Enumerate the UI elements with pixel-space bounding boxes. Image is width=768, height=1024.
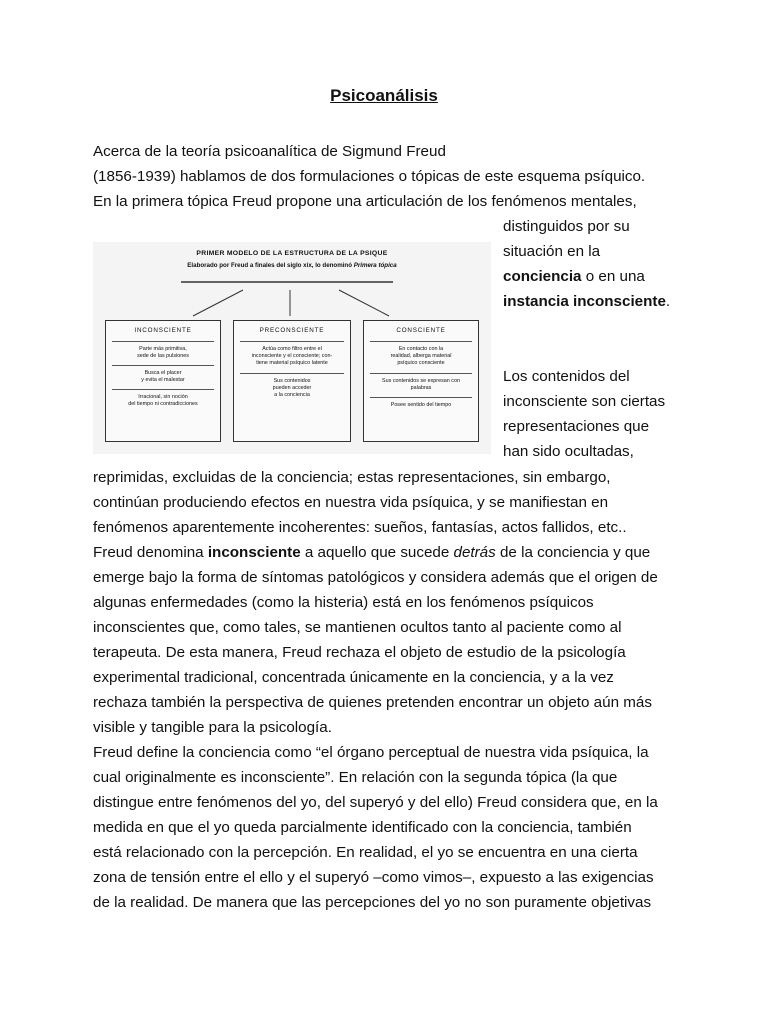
- box-inconsciente-header: INCONSCIENTE: [134, 327, 192, 334]
- side-line-1: distinguidos por su: [503, 218, 630, 235]
- side-line-6: inconsciente son ciertas: [503, 393, 666, 410]
- body-line-5: emerge bajo la forma de síntomas patológicos y considera además que el origen de: [93, 569, 658, 586]
- bold-term-instancia-inconsciente: instancia inconsciente: [503, 293, 666, 310]
- body-line-11: visible y tangible para la psicología.: [93, 719, 332, 736]
- box-inconsciente-text-3: Irracional, sin noción del tiempo ni contradicciones: [128, 394, 198, 407]
- body-line-15: medida en que el yo queda parcialmente identificado con la conciencia, también: [93, 819, 632, 836]
- side-line-4-rest: .: [665, 293, 671, 310]
- body-line-8: terapeuta. De esta manera, Freud rechaza el objeto de estudio de la psicología: [93, 644, 626, 661]
- side-line-3-rest: o en una: [581, 268, 645, 285]
- box-consciente-header: CONSCIENTE: [396, 327, 446, 334]
- box-preconsciente-text-2: Sus contenidos pueden acceder a la conciencia: [272, 378, 312, 398]
- body-line-4-a: Freud denomina: [93, 544, 208, 561]
- box-consciente-text-2: Sus contenidos se expresan con palabras: [382, 378, 460, 391]
- intro-line-2: (1856-1939) hablamos de dos formulaciones o tópicas de este esquema psíquico.: [93, 168, 646, 185]
- side-line-3: [503, 264, 645, 289]
- intro-line-3: En la primera tópica Freud propone una articulación de los fenómenos mentales,: [93, 193, 637, 210]
- body-line-4-c: a aquello que sucede: [300, 544, 454, 561]
- side-line-8: han sido ocultadas,: [503, 443, 634, 460]
- divider: [370, 373, 472, 374]
- figure-title: PRIMER MODELO DE LA ESTRUCTURA DE LA PSIQUE: [196, 250, 388, 257]
- box-consciente-text-3: Posee sentido del tiempo: [390, 402, 452, 408]
- body-line-4-e: de la conciencia y que: [495, 544, 651, 561]
- divider: [112, 341, 214, 342]
- box-consciente: [363, 320, 479, 442]
- body-line-9: experimental tradicional, concentrada únicamente en la conciencia, y a la vez: [93, 669, 614, 686]
- body-line-18: de la realidad. De manera que las percepciones del yo no son puramente objetivas: [93, 894, 652, 911]
- body-line-3: fenómenos aparentemente incoherentes: sueños, fantasías, actos fallidos, etc..: [93, 519, 627, 536]
- box-preconsciente-text-1: Actúa como filtro entre el inconsciente y el consciente; con- tiene material psíquico latente: [251, 346, 333, 366]
- body-line-16: está relacionado con la percepción. En realidad, el yo se encuentra en una cierta: [93, 844, 638, 861]
- body-line-10: rechaza también la perspectiva de quienes pretenden encontrar un objeto aún más: [93, 694, 652, 711]
- box-preconsciente-header: PRECONSCIENTE: [259, 327, 325, 334]
- body-line-14: distingue entre fenómenos del yo, del superyó y del ello) Freud considera que, en la: [93, 794, 658, 811]
- italic-term-detras: detrás: [453, 544, 496, 561]
- box-inconsciente-text-2: Busca el placer y evita el malestar: [141, 370, 185, 383]
- psyche-structure-figure: [93, 242, 491, 454]
- box-inconsciente: [105, 320, 221, 442]
- body-line-6: algunas enfermedades (como la histeria) está en los fenómenos psíquicos: [93, 594, 594, 611]
- divider: [112, 389, 214, 390]
- box-consciente-text-1: En contacto con la realidad, alberga material psíquico consciente: [390, 346, 452, 366]
- divider: [370, 397, 472, 398]
- divider: [240, 341, 344, 342]
- divider: [240, 373, 344, 374]
- side-line-7: representaciones que: [503, 418, 650, 435]
- body-line-2: continúan produciendo efectos en nuestra vida psíquica, y se manifiestan en: [93, 494, 609, 511]
- body-line-17: zona de tensión entre el ello y el superyó –como vimos–, expuesto a las exigencias: [93, 869, 654, 886]
- body-line-1: reprimidas, excluidas de la conciencia; estas representaciones, sin embargo,: [93, 469, 611, 486]
- divider: [112, 365, 214, 366]
- figure-subtitle-italic: Primera tópica: [353, 262, 397, 269]
- figure-subtitle-text: Elaborado por Freud a finales del siglo xix, lo denominó: [187, 262, 354, 269]
- side-line-2: situación en la: [503, 243, 601, 260]
- body-line-4: [93, 540, 650, 565]
- side-line-4: [503, 289, 670, 314]
- box-preconsciente: [233, 320, 351, 442]
- body-line-13: cual originalmente es inconsciente”. En relación con la segunda tópica (la que: [93, 769, 618, 786]
- box-inconsciente-text-1: Parte más primitiva, sede de las pulsiones: [137, 346, 189, 359]
- bold-term-inconsciente: inconsciente: [207, 544, 301, 561]
- body-line-12: Freud define la conciencia como “el órgano perceptual de nuestra vida psíquica, la: [93, 744, 649, 761]
- bold-term-conciencia: conciencia: [503, 268, 582, 285]
- intro-line-1: Acerca de la teoría psicoanalítica de Sigmund Freud: [93, 143, 446, 160]
- divider: [370, 341, 472, 342]
- page-title: Psicoanálisis: [330, 86, 438, 105]
- side-line-5: Los contenidos del: [503, 368, 630, 385]
- body-line-7: inconscientes que, como tales, se mantienen ocultos tanto al paciente como al: [93, 619, 622, 636]
